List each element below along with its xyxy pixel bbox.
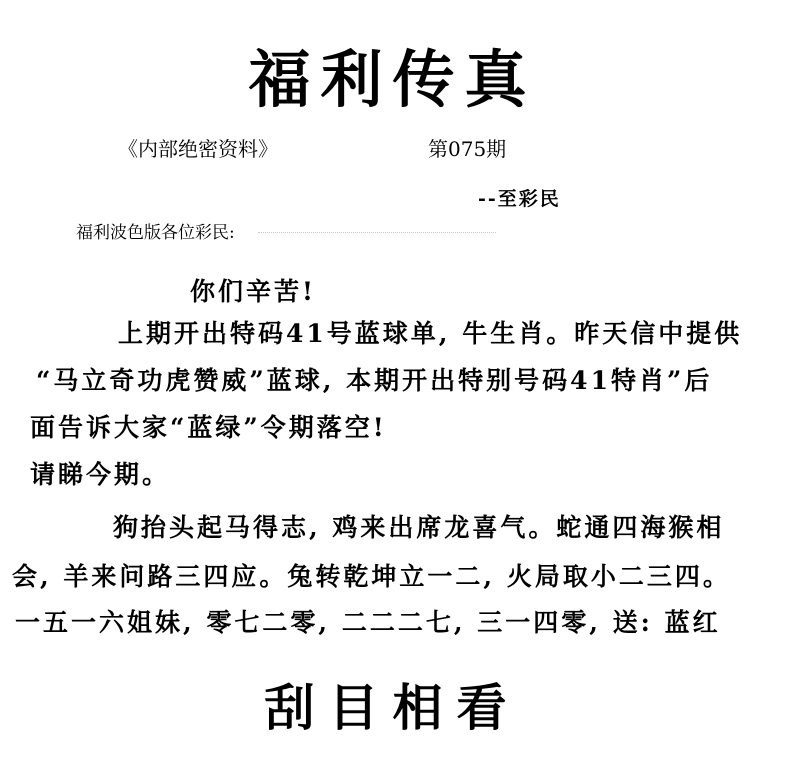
body-line-4: 面告诉大家“蓝绿”令期落空! [30,413,387,442]
body-line-5: 请睇今期。 [30,460,171,489]
subtitle-confidential: 《内部绝密资料》 [118,137,278,161]
issue-number: 第075期 [428,137,507,161]
sender-line: --至彩民 [478,188,561,210]
dotted-divider [258,232,496,233]
footer-slogan: 刮目相看 [264,678,521,737]
body-line-1: 你们辛苦! [190,277,316,306]
body-line-7: 会, 羊来问路三四应。兔转乾坤立一二, 火局取小二三四。 [12,562,731,591]
body-line-6: 狗抬头起马得志, 鸡来出席龙喜气。蛇通四海猴相 [113,513,725,542]
body-line-8: 一五一六姐妹, 零七二零, 二二二七, 三一四零, 送: 蓝红 [15,608,721,637]
page-title: 福利传真 [248,43,537,116]
body-line-2: 上期开出特码41号蓝球单, 牛生肖。昨天信中提供 [118,319,743,348]
greeting: 福利波色版各位彩民: [76,223,235,243]
body-line-3: “马立奇功虎赞威”蓝球, 本期开出特别号码41特肖”后 [36,366,713,395]
